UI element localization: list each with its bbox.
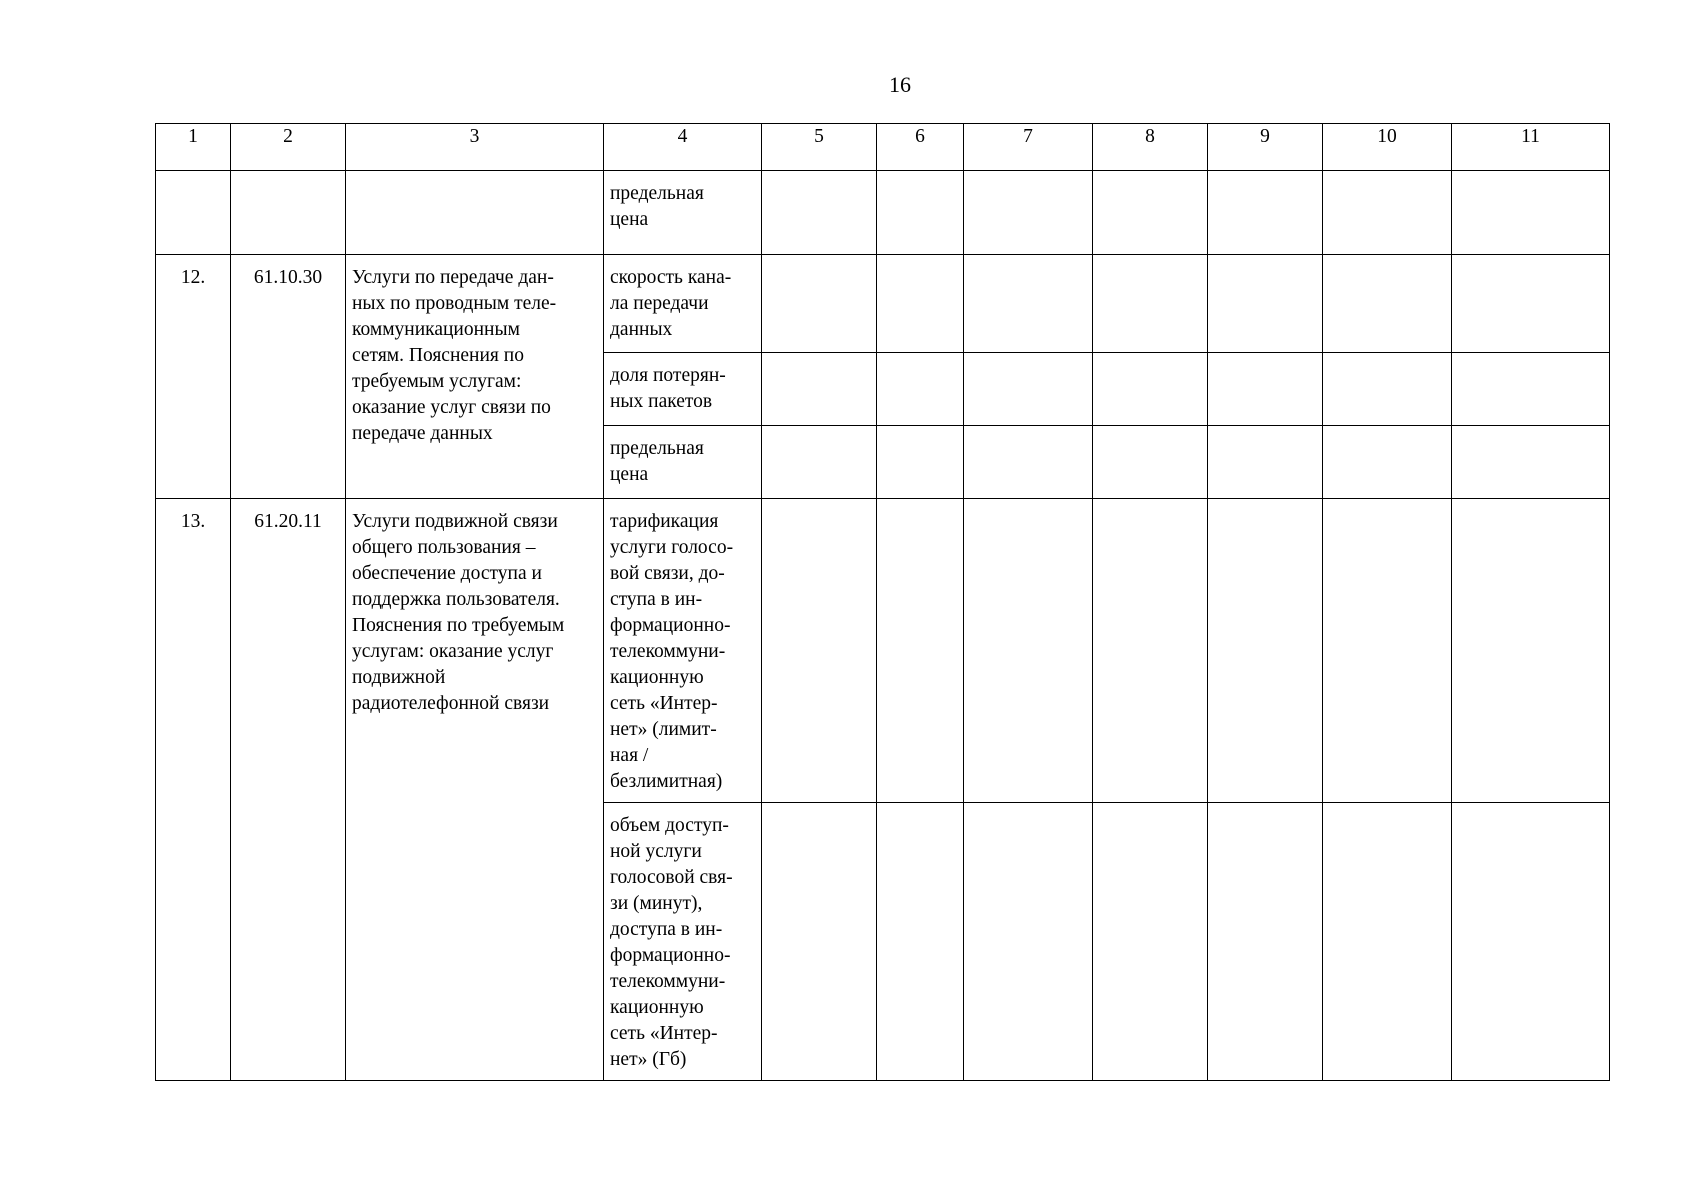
text-line: данных bbox=[610, 319, 673, 340]
text-line: скорость кана- bbox=[610, 267, 732, 288]
text-line: требуемым услугам: bbox=[352, 371, 522, 392]
text-line: Пояснения по требуемым bbox=[352, 615, 565, 636]
text-line: сеть «Интер- bbox=[610, 693, 718, 714]
page-number: 16 bbox=[889, 72, 911, 97]
text-line: тарификация bbox=[610, 511, 719, 532]
column-header: 5 bbox=[762, 124, 877, 171]
cell-characteristic bbox=[604, 171, 762, 255]
text-line: доля потерян- bbox=[610, 365, 726, 386]
empty-cell bbox=[1452, 499, 1610, 803]
text-line: цена bbox=[610, 209, 649, 230]
empty-cell bbox=[1093, 171, 1208, 255]
empty-cell bbox=[762, 171, 877, 255]
empty-cell bbox=[1452, 255, 1610, 353]
text-line: ных по проводным теле- bbox=[352, 293, 557, 314]
empty-cell bbox=[1093, 426, 1208, 499]
empty-cell bbox=[964, 499, 1093, 803]
column-header: 7 bbox=[964, 124, 1093, 171]
empty-cell bbox=[1093, 499, 1208, 803]
cell-num: 12. bbox=[156, 255, 231, 499]
empty-cell bbox=[762, 255, 877, 353]
text-line: предельная bbox=[610, 438, 704, 459]
empty-cell bbox=[1323, 803, 1452, 1081]
cell-num: 13. bbox=[156, 499, 231, 1081]
empty-cell bbox=[877, 171, 964, 255]
empty-cell bbox=[1208, 803, 1323, 1081]
cell-characteristic bbox=[604, 499, 762, 803]
text-line: голосовой свя- bbox=[610, 867, 733, 888]
cell-num bbox=[156, 171, 231, 255]
column-header: 3 bbox=[346, 124, 604, 171]
empty-cell bbox=[1323, 171, 1452, 255]
text-line: Услуги по передаче дан- bbox=[352, 267, 554, 288]
table-row bbox=[156, 255, 1610, 353]
text-line: ной услуги bbox=[610, 841, 702, 862]
empty-cell bbox=[877, 803, 964, 1081]
empty-cell bbox=[762, 426, 877, 499]
text-line: коммуникационным bbox=[352, 319, 520, 340]
text-line: радиотелефонной связи bbox=[352, 693, 550, 714]
column-header: 1 bbox=[156, 124, 231, 171]
text-line: нет» (лимит- bbox=[610, 719, 717, 740]
table-row bbox=[156, 171, 1610, 255]
empty-cell bbox=[1452, 426, 1610, 499]
header-row bbox=[156, 124, 1610, 171]
text-line: доступа в ин- bbox=[610, 919, 723, 940]
empty-cell bbox=[1323, 255, 1452, 353]
text-line: ных пакетов bbox=[610, 391, 713, 412]
empty-cell bbox=[1323, 499, 1452, 803]
cell-description bbox=[346, 255, 604, 499]
text-line: обеспечение доступа и bbox=[352, 563, 542, 584]
empty-cell bbox=[762, 353, 877, 426]
empty-cell bbox=[1208, 255, 1323, 353]
text-line: ла передачи bbox=[610, 293, 709, 314]
empty-cell bbox=[877, 255, 964, 353]
empty-cell bbox=[964, 255, 1093, 353]
text-line: кационную bbox=[610, 667, 704, 688]
requirements-table bbox=[155, 123, 1610, 1081]
empty-cell bbox=[877, 353, 964, 426]
text-line: объем доступ- bbox=[610, 815, 729, 836]
empty-cell bbox=[1208, 499, 1323, 803]
text-line: цена bbox=[610, 464, 649, 485]
column-header: 4 bbox=[604, 124, 762, 171]
column-header: 2 bbox=[231, 124, 346, 171]
cell-characteristic bbox=[604, 255, 762, 353]
text-line: предельная bbox=[610, 183, 704, 204]
cell-description bbox=[346, 171, 604, 255]
text-line: телекоммуни- bbox=[610, 971, 726, 992]
empty-cell bbox=[1452, 803, 1610, 1081]
cell-code: 61.10.30 bbox=[231, 255, 346, 499]
empty-cell bbox=[1093, 803, 1208, 1081]
text-line: нет» (Гб) bbox=[610, 1049, 687, 1070]
text-line: услугам: оказание услуг bbox=[352, 641, 554, 662]
text-line: передаче данных bbox=[352, 423, 493, 444]
column-header: 6 bbox=[877, 124, 964, 171]
text-line: безлимитная) bbox=[610, 771, 723, 792]
empty-cell bbox=[1452, 171, 1610, 255]
text-line: формационно- bbox=[610, 945, 731, 966]
empty-cell bbox=[1323, 426, 1452, 499]
empty-cell bbox=[964, 803, 1093, 1081]
text-line: подвижной bbox=[352, 667, 446, 688]
empty-cell bbox=[964, 353, 1093, 426]
cell-code bbox=[231, 171, 346, 255]
cell-description bbox=[346, 499, 604, 1081]
cell-characteristic bbox=[604, 353, 762, 426]
text-line: кационную bbox=[610, 997, 704, 1018]
column-header: 9 bbox=[1208, 124, 1323, 171]
column-header: 8 bbox=[1093, 124, 1208, 171]
text-line: общего пользования – bbox=[352, 537, 536, 558]
text-line: ступа в ин- bbox=[610, 589, 703, 610]
text-line: Услуги подвижной связи bbox=[352, 511, 558, 532]
cell-characteristic bbox=[604, 803, 762, 1081]
empty-cell bbox=[1208, 426, 1323, 499]
text-line: вой связи, до- bbox=[610, 563, 725, 584]
empty-cell bbox=[1093, 353, 1208, 426]
cell-characteristic bbox=[604, 426, 762, 499]
text-line: сетям. Пояснения по bbox=[352, 345, 524, 366]
empty-cell bbox=[1323, 353, 1452, 426]
text-line: телекоммуни- bbox=[610, 641, 726, 662]
empty-cell bbox=[964, 426, 1093, 499]
empty-cell bbox=[1452, 353, 1610, 426]
empty-cell bbox=[762, 499, 877, 803]
empty-cell bbox=[762, 803, 877, 1081]
empty-cell bbox=[1208, 171, 1323, 255]
column-header: 11 bbox=[1452, 124, 1610, 171]
empty-cell bbox=[877, 426, 964, 499]
empty-cell bbox=[1093, 255, 1208, 353]
text-line: зи (минут), bbox=[610, 893, 703, 914]
text-line: услуги голосо- bbox=[610, 537, 734, 558]
text-line: сеть «Интер- bbox=[610, 1023, 718, 1044]
empty-cell bbox=[1208, 353, 1323, 426]
text-line: ная / bbox=[610, 745, 649, 766]
empty-cell bbox=[964, 171, 1093, 255]
column-header: 10 bbox=[1323, 124, 1452, 171]
cell-code: 61.20.11 bbox=[231, 499, 346, 1081]
text-line: поддержка пользователя. bbox=[352, 589, 560, 610]
text-line: оказание услуг связи по bbox=[352, 397, 551, 418]
table-row bbox=[156, 499, 1610, 803]
empty-cell bbox=[877, 499, 964, 803]
text-line: формационно- bbox=[610, 615, 731, 636]
